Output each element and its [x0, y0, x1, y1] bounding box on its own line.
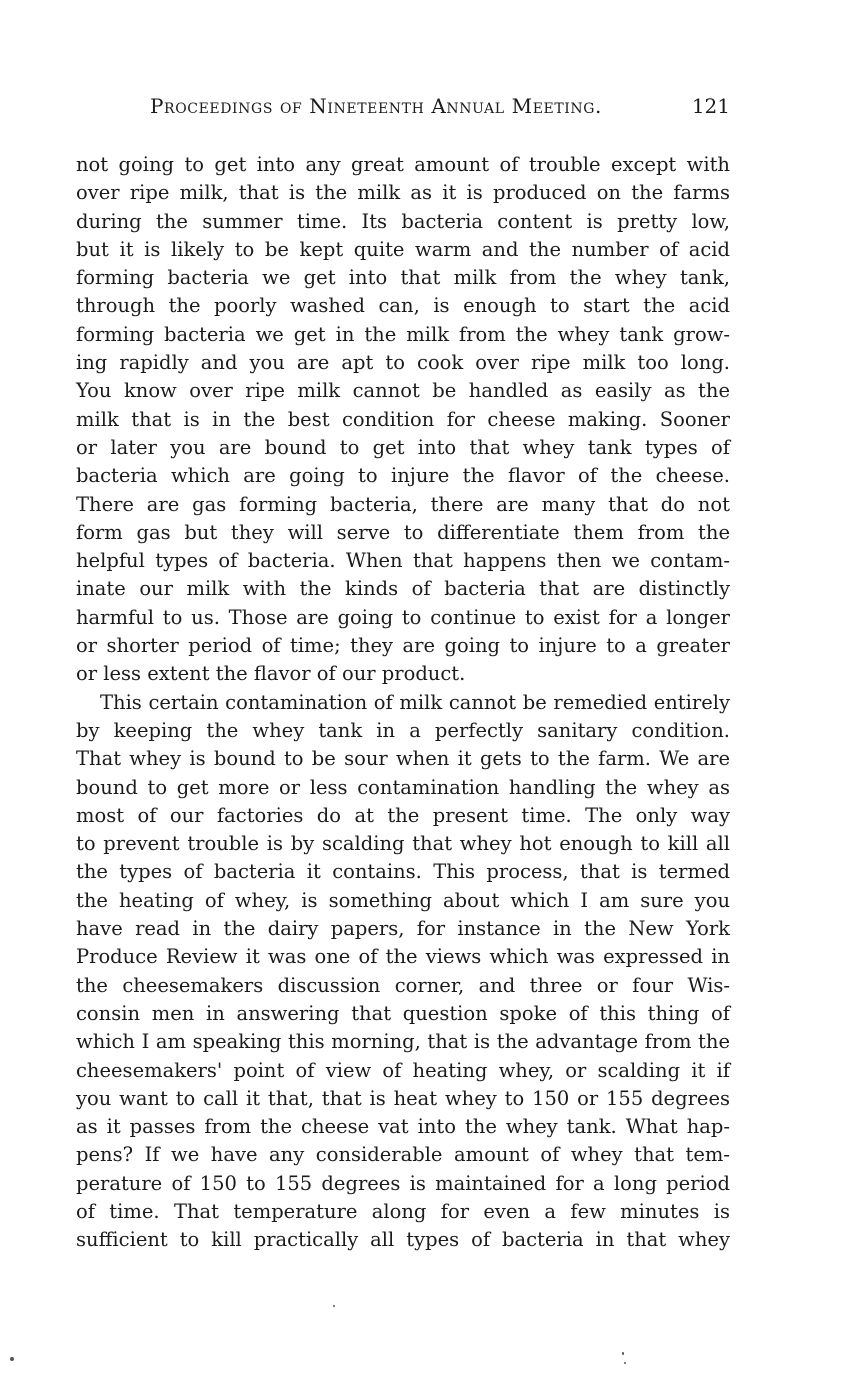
text-line: harmful to us. Those are going to continue to exist for a longer: [76, 605, 730, 629]
scan-speck: [624, 1362, 626, 1364]
text-line: have read in the dairy papers, for instance in the New York: [76, 917, 730, 941]
scan-speck: [333, 1305, 335, 1307]
text-line: which I am speaking this morning, that is the advantage from the: [76, 1030, 730, 1054]
scan-speck: [10, 1357, 14, 1361]
text-line: bacteria which are going to injure the flavor of the cheese.: [76, 464, 730, 488]
text-line: most of our factories do at the present time. The only way: [76, 803, 730, 827]
text-line: forming bacteria we get into that milk from the whey tank,: [76, 266, 730, 290]
text-line: you want to call it that, that is heat whey to 150 or 155 degrees: [76, 1086, 730, 1110]
text-line: cheesemakers' point of view of heating whey, or scalding it if: [76, 1058, 730, 1082]
text-line: as it passes from the cheese vat into the whey tank. What hap-: [76, 1115, 730, 1139]
text-line: but it is likely to be kept quite warm and the number of acid: [76, 237, 730, 261]
text-line: over ripe milk, that is the milk as it is produced on the farms: [76, 181, 730, 205]
text-line: by keeping the whey tank in a perfectly sanitary condition.: [76, 718, 730, 742]
text-line: through the poorly washed can, is enough to start the acid: [76, 294, 730, 318]
text-line: the cheesemakers discussion corner, and three or four Wis-: [76, 973, 730, 997]
text-line: pens? If we have any considerable amount of whey that tem-: [76, 1143, 730, 1167]
text-line: There are gas forming bacteria, there are many that do not: [76, 492, 730, 516]
paragraph-1: [76, 151, 730, 689]
text-line: or less extent the flavor of our product.: [76, 662, 466, 686]
text-line: during the summer time. Its bacteria content is pretty low,: [76, 209, 730, 233]
text-line: perature of 150 to 155 degrees is maintained for a long period: [76, 1171, 730, 1195]
running-title: Proceedings of Nineteenth Annual Meeting.: [150, 94, 602, 118]
text-line: the types of bacteria it contains. This process, that is termed: [76, 860, 730, 884]
text-line: sufficient to kill practically all types of bacteria in that whey: [76, 1228, 730, 1252]
text-line: bound to get more or less contamination handling the whey as: [76, 775, 730, 799]
text-line: to prevent trouble is by scalding that whey hot enough to kill all: [76, 832, 730, 856]
text-line: consin men in answering that question spoke of this thing of: [76, 1001, 730, 1025]
text-line: not going to get into any great amount of trouble except with: [76, 153, 730, 176]
paragraph-2: [76, 689, 730, 1255]
page-number: 121: [691, 94, 730, 118]
text-line: milk that is in the best condition for cheese making. Sooner: [76, 407, 730, 431]
text-line: That whey is bound to be sour when it gets to the farm. We are: [76, 747, 730, 771]
page-header: [150, 94, 730, 126]
text-line: ing rapidly and you are apt to cook over ripe milk too long.: [76, 351, 730, 375]
text-line: form gas but they will serve to differentiate them from the: [76, 520, 730, 544]
text-line: the heating of whey, is something about which I am sure you: [76, 888, 730, 912]
scan-speck: [622, 1352, 624, 1355]
text-line: or later you are bound to get into that whey tank types of: [76, 435, 730, 459]
text-line: Produce Review it was one of the views which was expressed in: [76, 945, 730, 969]
text-line: inate our milk with the kinds of bacteria that are distinctly: [76, 577, 730, 601]
text-line: or shorter period of time; they are going to injure to a greater: [76, 634, 730, 658]
text-line: This certain contamination of milk cannot be remedied entirely: [100, 690, 730, 714]
text-line: of time. That temperature along for even a few minutes is: [76, 1199, 730, 1223]
text-line: helpful types of bacteria. When that happens then we contam-: [76, 549, 730, 573]
text-line: forming bacteria we get in the milk from the whey tank grow-: [76, 322, 730, 346]
body-text: [76, 151, 730, 1255]
text-line: You know over ripe milk cannot be handled as easily as the: [76, 379, 730, 403]
